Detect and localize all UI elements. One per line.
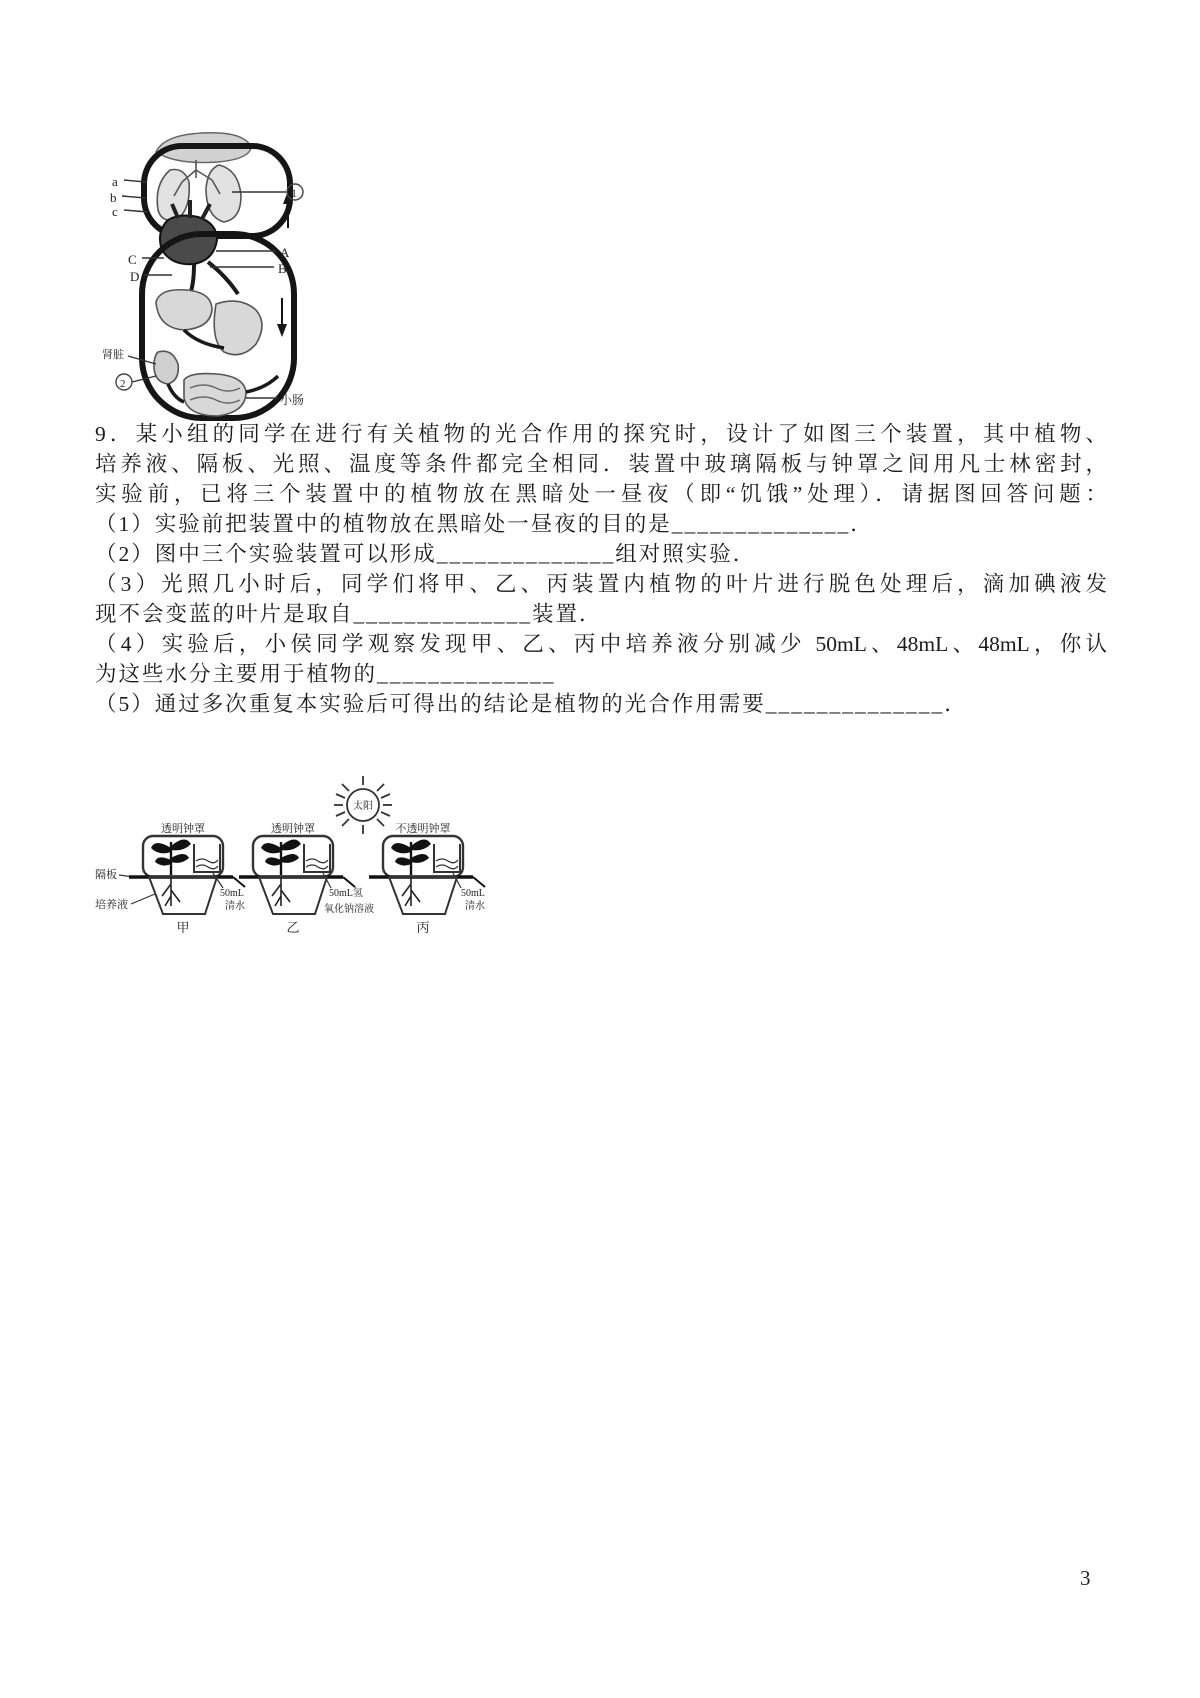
down-arrow-icon (277, 298, 287, 337)
label-a: a (112, 174, 118, 189)
experiment-setup-diagram (93, 772, 493, 944)
sun-icon (334, 776, 392, 834)
beaker-label-line2: 清水 (465, 901, 485, 912)
label-C: C (128, 252, 137, 267)
setup-name: 甲 (176, 920, 190, 935)
plant (151, 839, 191, 875)
question-line-blank-3: 现不会变蓝的叶片是取自______________装置． (95, 602, 603, 626)
plant (261, 839, 301, 875)
question-9-text (95, 419, 1107, 719)
kidney-shape (154, 351, 178, 384)
question-line-blank-5: （5）通过多次重复本实验后可得出的结论是植物的光合作用需要______________． (95, 692, 968, 716)
beaker-label-line1: 50mL (461, 888, 485, 899)
jar-label: 透明钟罩 (271, 823, 315, 835)
label-D: D (130, 269, 140, 284)
beaker-label-line1: 50mL氢 (329, 888, 363, 899)
roots (272, 877, 290, 906)
setup-name: 乙 (286, 920, 300, 935)
culture-container (149, 877, 217, 914)
label-b: b (110, 190, 117, 205)
heart-shape (160, 216, 217, 265)
label-B: B (278, 261, 287, 276)
partition-label: 隔板 (95, 869, 117, 881)
question-line: （3）光照几小时后，同学们将甲、乙、丙装置内植物的叶片进行脱色处理后，滴加碘液发 (95, 572, 1107, 596)
question-line-blank-1: （1）实验前把装置中的植物放在黑暗处一昼夜的目的是______________． (95, 512, 874, 536)
page-number: 3 (1080, 1566, 1091, 1590)
liver-shape (156, 290, 212, 330)
jar-label: 透明钟罩 (161, 823, 205, 835)
question-line: （4）实验后，小侯同学观察发现甲、乙、丙中培养液分别减少 50mL、48mL、48mL，你认 (95, 632, 1107, 656)
label-circled-1: 1 (291, 186, 297, 200)
question-line: 9．某小组的同学在进行有关植物的光合作用的探究时，设计了如图三个装置，其中植物、 (95, 422, 1107, 446)
setup-name: 丙 (416, 920, 430, 935)
label-small-intestine: 小肠 (280, 393, 305, 407)
question-line: 培养液、隔板、光照、温度等条件都完全相同．装置中玻璃隔板与钟罩之间用凡士林密封， (95, 452, 1107, 476)
beaker (194, 844, 220, 872)
roots (162, 877, 180, 906)
beaker-label-line2: 氧化钠溶液 (324, 904, 374, 915)
right-lung-shape (206, 165, 241, 222)
question-line-blank-2: （2）图中三个实验装置可以形成______________组对照实验． (95, 542, 757, 566)
setup-yi (239, 821, 374, 935)
left-lung-shape (157, 170, 189, 221)
culture-container (389, 877, 457, 914)
intestine-shape (184, 374, 246, 416)
label-circled-2: 2 (120, 378, 126, 390)
label-c: c (112, 204, 118, 219)
label-kidney: 肾脏 (102, 349, 124, 361)
culture-container (259, 877, 327, 914)
jar-label: 不透明钟罩 (395, 823, 451, 835)
board-tail (473, 877, 485, 887)
beaker (304, 844, 330, 872)
beaker (434, 844, 460, 872)
beaker-label-line1: 50mL (220, 888, 244, 899)
blood-circulation-diagram (98, 126, 420, 434)
culture-solution-label: 培养液 (95, 899, 128, 911)
beaker-label-line2: 清水 (225, 901, 245, 912)
question-line: 实验前，已将三个装置中的植物放在黑暗处一昼夜（即“饥饿”处理）．请据图回答问题： (95, 482, 1107, 506)
roots (402, 877, 420, 906)
setup-bing (369, 821, 485, 935)
label-A: A (280, 245, 290, 260)
sun-label: 太阳 (353, 801, 373, 812)
plant (391, 839, 431, 875)
culture-leader (131, 894, 155, 904)
board-tail (343, 877, 355, 887)
setup-jia (129, 821, 245, 935)
question-line-blank-4: 为这些水分主要用于植物的______________ (95, 662, 556, 686)
